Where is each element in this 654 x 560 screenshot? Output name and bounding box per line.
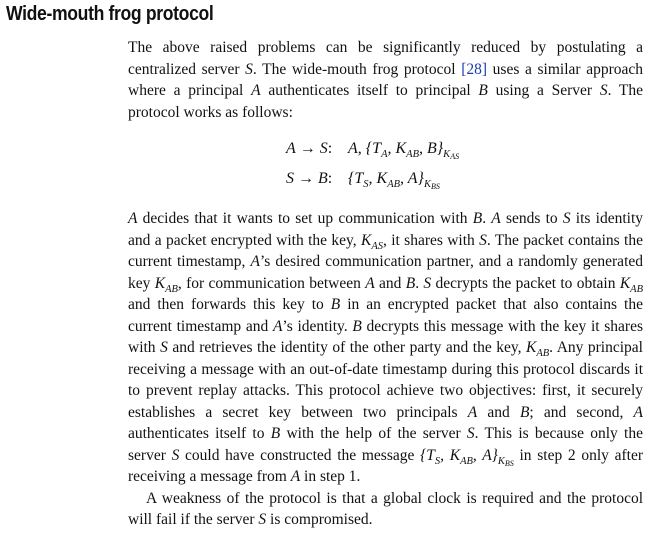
paragraph-intro: The above raised problems can be significantly reduced by postulating a centralized server S. The wide-mouth frog protocol [28] uses a similar approach where a principal A authenticates itself to principal B using a Server S. The protocol works as follows: — [128, 39, 644, 121]
paragraph-explanation: A decides that it wants to set up communication with B. A sends to S its identity and a packet encrypted with the key, $K_{AS}$, it shares with S. The packet contains the current timestamp, A’s desired communication partner, and a randomly generated key $K_{AB}$, for communication between A and B. S decrypts the packet to obtain $K_{AB}$ and then forwards this key to B in an encrypted packet that also contains the current timestamp and A’s identity. B decrypts this message with the key it shares with S and retrieves the identity of the other party and the key, $K_{AB}$. Any principal receiving a message with an out-of-date timestamp during this protocol discards it to prevent replay attacks. This protocol achieve two objectives: first, it securely establishes a secret key between two principals A and B; and second, A authenticates itself to B with the help of the server S. This is because only the server S could have constructed the message {$T_S$, $K_{AB}$, $A\}_{K_{BS}}$ in step 2 only after receiving a message from A in step 1. — [128, 210, 644, 485]
protocol-steps — [128, 134, 643, 194]
section-title: Wide-mouth frog protocol — [6, 3, 214, 25]
section-body — [128, 37, 643, 531]
protocol-step-2: S → B: {$T_S$, $K_{AB}$, $A\}_{K_{BS}}$ — [286, 170, 440, 191]
paragraph-weakness: A weakness of the protocol is that a global clock is required and the protocol will fail if the server S is compromised. — [128, 489, 643, 528]
citation-link[interactable]: [28] — [461, 60, 488, 78]
protocol-step-1: A → S: A, {$T_A$, $K_{AB}$, $B\}_{K_{AS}}$ — [286, 140, 460, 161]
